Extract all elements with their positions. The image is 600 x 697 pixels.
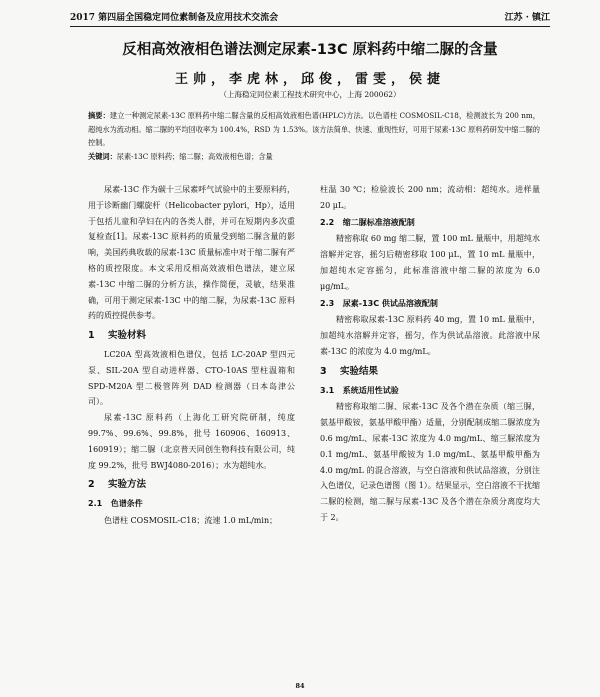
section-3-heading	[320, 364, 540, 380]
abstract	[88, 109, 540, 150]
section-3-1-title: 系统适用性试验	[342, 385, 399, 395]
section-2-2-heading	[320, 215, 540, 231]
page-number: 84	[295, 682, 305, 690]
section-2-title: 实验方法	[108, 479, 147, 491]
running-head	[70, 10, 550, 27]
section-2-number: 2	[88, 479, 95, 491]
left-column	[88, 182, 295, 529]
section-2-3-title: 尿素-13C 供试品溶液配制	[342, 298, 438, 308]
keywords-text: 尿素-13C 原料药；缩二脲；高效液相色谱；含量	[116, 152, 273, 161]
running-head-left: 2017 第四届全国稳定同位素制备及应用技术交流会	[70, 13, 279, 23]
right-column	[320, 182, 540, 526]
abstract-text: 建立一种测定尿素-13C 原料药中缩二脲含量的反相高效液相色谱(HPLC)方法。以色谱柱 COSMOSIL-C18，检测波长为 200 nm，超纯水为流动相。缩二脲的平均回收率为 100.4%，RSD 为 1.53%。该方法简单、快速、重现性好，可用于尿素-13C 原料药研发中缩二脲的控制。	[88, 111, 540, 147]
running-head-right: 江苏 · 镇江	[504, 13, 550, 23]
section-2-1-heading	[88, 496, 295, 512]
continued-paragraph: 柱温 30 ℃；检验波长 200 nm；流动相：超纯水。进样量 20 μL。	[320, 185, 540, 210]
section-2-heading	[88, 477, 295, 493]
section-1-title: 实验材料	[108, 330, 147, 342]
section-2-2-title: 缩二脲标准溶液配制	[342, 217, 415, 227]
section-3-1-heading	[320, 383, 540, 399]
paper-title: 反相高效液相色谱法测定尿素-13C 原料药中缩二脲的含量	[122, 42, 498, 58]
section-2-2-paragraph: 精密称取 60 mg 缩二脲，置 100 mL 量瓶中，用超纯水溶解并定容，摇匀后精密移取 100 μL，置 10 mL 量瓶中，加超纯水定容摇匀，此标准溶液中缩二脲的浓度为 6.0 μg/mL。	[320, 234, 540, 291]
section-3-1-paragraph: 精密称取缩二脲、尿素-13C 及各个潜在杂质（缩三脲，氨基甲酸铵，氨基甲酸甲酯）适量，分别配制成缩二脲浓度为 0.6 mg/mL、尿素-13C 浓度为 4.0 mg/mL、缩三脲浓度为 0.1 mg/mL、氨基甲酸铵为 1.0 mg/mL、氨基甲酸甲酯为 4.0 mg/mL 的混合溶液，与空白溶液和供试品溶液，分别注入色谱仪，记录色谱图（图 1）。结果显示，空白溶液不干扰缩二脲的检测，缩二脲与尿素-13C 及各个潜在杂质分离度均大于 2。	[320, 402, 540, 522]
abstract-label: 摘要：	[88, 111, 110, 120]
section-2-1-title: 色谱条件	[110, 499, 143, 509]
section-2-3-number: 2.3	[320, 298, 335, 308]
section-2-2-number: 2.2	[320, 217, 335, 227]
author-list: 王帅，李虎林，邱俊，雷雯，侯捷	[174, 72, 445, 87]
intro-paragraph: 尿素-13C 作为碳十三尿素呼气试验中的主要原料药，用于诊断幽门螺旋杆（Helicobacter pylori，Hp），适用于包括儿童和孕妇在内的各类人群，并可在短期内多次重复检查[1]。尿素-13C 原料药的质量受到缩二脲含量的影响，美国药典收载的尿素-13C 质量标准中对于缩二脲有严格的质控限度。本文采用反相高效液相色谱法，建立尿素-13C 中缩二脲的分析方法，操作简便，灵敏，结果准确，可用于测定尿素-13C 中的缩二脲，为尿素-13C 原料药的质控提供参考。	[88, 185, 295, 321]
section-1-paragraph-1: LC20A 型高效液相色谱仪，包括 LC-20AP 型四元泵、SIL-20A 型自动进样器、CTO-10AS 型柱温箱和 SPD-M20A 型二极管阵列 DAD 检测器（日本岛津公司）。	[88, 349, 295, 407]
section-3-title: 实验结果	[340, 365, 379, 377]
keywords	[88, 152, 540, 162]
section-2-3-heading	[320, 296, 540, 312]
section-3-1-number: 3.1	[320, 385, 335, 395]
keywords-label: 关键词：	[88, 152, 117, 161]
section-1-paragraph-2: 尿素-13C 原料药（上海化工研究院研制，纯度 99.7%、99.6%、99.8%，批号 160906、160913、160919）；缩二脲（北京普天同创生物科技有限公司，纯度 99.2%，批号 BWJ4080-2016）；水为超纯水。	[88, 413, 295, 470]
section-2-1-paragraph: 色谱柱 COSMOSIL-C18；流速 1.0 mL/min；	[104, 515, 278, 525]
section-2-1-number: 2.1	[88, 499, 103, 509]
section-2-3-paragraph: 精密称取尿素-13C 原料药 40 mg，置 10 mL 量瓶中，加超纯水溶解并定容，摇匀，作为供试品溶液。此溶液中尿素-13C 的浓度为 4.0 mg/mL。	[320, 315, 540, 356]
affiliation: （上海稳定同位素工程技术研究中心，上海 200062）	[219, 90, 401, 99]
section-3-number: 3	[320, 365, 327, 377]
section-1-heading	[88, 328, 295, 344]
section-1-number: 1	[88, 330, 95, 342]
